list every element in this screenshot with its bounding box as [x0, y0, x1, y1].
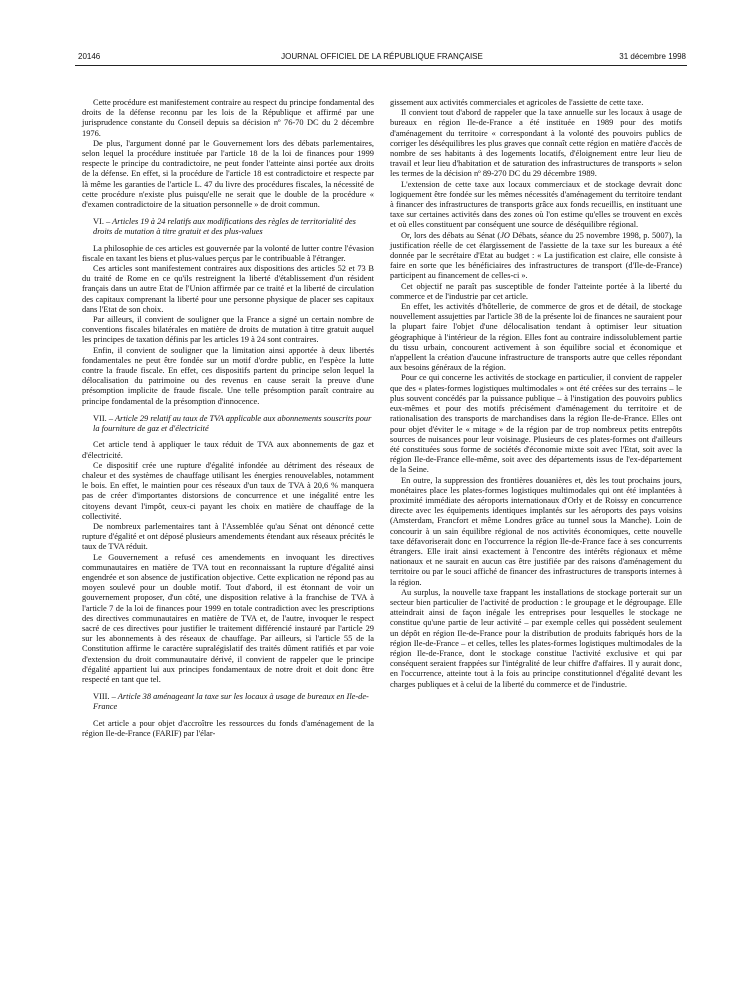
paragraph: La philosophie de ces articles est gouvernée par la volonté de lutter contre l'évasion fiscale en taxant les biens et plus-values perçus par le contribuable à l'étranger.	[82, 243, 374, 263]
paragraph	[390, 231, 682, 282]
paragraph: Cette procédure est manifestement contraire au respect du principe fondamental des droits de la défense reconnu par les lois de la République et affirmé par une jurisprudence constante du Conseil depuis sa décision nº 76-70 DC du 2 décembre 1976.	[82, 98, 374, 138]
paragraph: Le Gouvernement a refusé ces amendements en invoquant les directives communautaires en matière de TVA tout en reconnaissant la rupture d'égalité ainsi engendrée et son absence de justification objective. Cette explication ne répond pas au moyen soulevé pour un double motif. Tout d'abord, il est étonnant de voir un gouvernement proposer, d'un côté, une disposition relative à la franchise de TVA à l'article 7 de la loi de finances pour 1999 en totale contradiction avec les prescriptions des directives communautaires en matière de TVA et, de l'autre, invoquer le respect sacré de ces directives pour justifier le traitement différencié instauré par l'article 29 sur les abonnements à des réseaux de chauffage. Par ailleurs, si l'article 55 de la Constitution affirme le caractère supralégislatif des traités dûment ratifiés et par voie d'extension du droit communautaire dérivé, il convient de rappeler que le principe d'égalité appartient lui aux principes fondamentaux de notre droit et doit donc être respecté en tant que tel.	[82, 552, 374, 684]
paragraph: Pour ce qui concerne les activités de stockage en particulier, il convient de rappeler que des « plates-formes logistiques multimodales » ont été créées sur des terrains – le plus souvent concédés par la puissance publique – à l'instigation des pouvoirs publics eux-mêmes et pour des motifs précisément d'aménagement du territoire et de rationalisation des transports de marchandises dans la région Ile-de-France. Elles ont pour objet d'éviter le « mitage » de la région par de trop nombreux petits entrepôts sources de nuisances pour leur voisinage. Plusieurs de ces plates-formes ont d'ailleurs été constituées sous forme de sociétés d'économie mixte soit avec l'Etat, soit avec la région Ile-de-France elle-même, soit avec des départements issus de l'ex-département de la Seine.	[390, 373, 682, 475]
paragraph: En effet, les activités d'hôtellerie, de commerce de gros et de détail, de stockage nouvellement assujetties par l'article 38 de la présente loi de finances ne sauraient pour la plupart faire l'objet d'une délocalisation tendant à optimiser leur situation géographique à l'intérieur de la région. Elles font au contraire indissolublement partie du tissu urbain, concourent activement à son équilibre social et économique et n'appellent la création d'aucune infrastructure de transports autre que celles répondant aux besoins généraux de la région.	[390, 302, 682, 373]
paragraph: De plus, l'argument donné par le Gouvernement lors des débats parlementaires, selon lequel la procédure instituée par l'article 18 de la loi de finances pour 1999 respecte le principe du contradictoire, ne peut fonder l'atteinte ainsi portée aux droits de la défense. En effet, si la procédure de l'article 18 est contradictoire et respecte par là même les garanties de l'article L. 47 du livre des procédures fiscales, la nécessité de cette procédure n'existe plus puisqu'elle ne serait que le double de la procédure « d'examen contradictoire de la situation personnelle » de droit commun.	[82, 138, 374, 210]
section-title: Articles 19 à 24 relatifs aux modifications des règles de territorialité des droits de mutation à titre gratuit et des plus-values	[93, 217, 356, 237]
paragraph: En outre, la suppression des frontières douanières et, dès les tout prochains jours, monétaires place les plates-formes logistiques multimodales qui ont été implantées à proximité immédiate des aéroports internationaux d'Orly et de Roissy en concurrence directe avec les équipements identiques implantés sur les aéroports des pays voisins (Amsterdam, Francfort et même Londres grâce au tunnel sous la Manche). Loin de concourir à un sain équilibre régional de nos activités économiques, cette nouvelle taxe défavoriserait donc en l'occurrence la région Ile-de-France face à ses concurrents étrangers. Elle irait ainsi exactement à l'encontre des intérêts régionaux et même nationaux et ne saurait en aucun cas être justifiée par des raisons d'aménagement du territoire ou par le souci affiché de financer des infrastructures de transports internes à la région.	[390, 475, 682, 587]
header-rule	[75, 65, 687, 66]
section-number: VI. –	[93, 217, 111, 227]
paragraph: Enfin, il convient de souligner que la limitation ainsi apportée à deux libertés fondamentales ne peut être fondée sur un motif d'ordre public, en l'espèce la lutte contre la fraude fiscale. En effet, ces dispositifs partent du principe selon lequel la délocalisation du patrimoine ou des revenus en cause serait la preuve d'une présomption implicite de fraude fiscale. Une telle présomption paraît contraire au principe fondamental de la présomption d'innocence.	[82, 345, 374, 406]
paragraph: Il convient tout d'abord de rappeler que la taxe annuelle sur les locaux à usage de bureaux en région Ile-de-France a été instituée en 1989 pour des motifs d'aménagement du territoire « correspondant à la volonté des pouvoirs publics de corriger les déséquilibres les plus graves que connaît cette région en matière d'accès de nombre de ses habitants à des logements locatifs, d'éloignement entre leur lieu de travail et leur lieu d'habitation et de saturation des infrastructures de transports » selon les termes de la décision nº 89-270 DC du 29 décembre 1989.	[390, 108, 682, 179]
journal-abbreviation: JO	[500, 230, 510, 240]
paragraph: De nombreux parlementaires tant à l'Assemblée qu'au Sénat ont dénoncé cette rupture d'égalité et ont déposé plusieurs amendements étendant aux réseaux précités le taux de TVA réduit.	[82, 521, 374, 552]
right-column	[390, 98, 682, 690]
section-heading-viii	[82, 692, 374, 712]
left-column	[82, 98, 374, 739]
paragraph: Ce dispositif crée une rupture d'égalité infondée au détriment des réseaux de chaleur et des systèmes de chauffage utilisant les énergies renouvelables, notamment le bois. En effet, le maintien pour ces réseaux d'un taux de TVA à 20,6 % manquera pas de créer d'importantes distorsions de concurrence et une inégalité entre les citoyens devant l'impôt, ceux-ci payant les choix en matière de chauffage de la collectivité.	[82, 460, 374, 521]
paragraph: L'extension de cette taxe aux locaux commerciaux et de stockage devrait donc logiquement être fondée sur les mêmes nécessités d'aménagement du territoire tendant à financer des infrastructures de transports grâce aux fonds recueillis, en instituant une taxe sur certaines activités dans des zones où l'on estime qu'elles se trouvent en excès et où elles constituent par conséquent une source de déséquilibre régional.	[390, 179, 682, 230]
publication-date: 31 décembre 1998	[619, 52, 686, 61]
paragraph: Au surplus, la nouvelle taxe frappant les installations de stockage porterait sur un secteur bien particulier de l'activité de production : le groupage et le dégroupage. Elle atteindrait ainsi de façon inégale les entreprises pour lesquelles le stockage ne constitue qu'une partie de leur activité – par exemple celles qui possèdent seulement un dépôt en région Ile-de-France pour la distribution de produits fabriqués hors de la région Ile-de-France – et celles, telles les plates-formes logistiques multimodales de la région Ile-de-France, dont le stockage constitue l'activité exclusive et qui par conséquent seraient frappées sur l'intégralité de leur chiffre d'affaires. Il y aurait donc, en l'occurrence, atteinte tout à la fois au principe constitutionnel d'égalité devant les charges publiques et à celui de la liberté du commerce et de l'industrie.	[390, 587, 682, 689]
journal-title: JOURNAL OFFICIEL DE LA RÉPUBLIQUE FRANÇAISE	[281, 52, 483, 61]
page-header	[78, 52, 686, 66]
paragraph-continued: gissement aux activités commerciales et agricoles de l'assiette de cette taxe.	[390, 98, 644, 107]
paragraph: Cet objectif ne paraît pas susceptible de fonder l'atteinte portée à la liberté du commerce et de l'industrie par cet article.	[390, 281, 682, 301]
paragraph: Cet article tend à appliquer le taux réduit de TVA aux abonnements de gaz et d'électricité.	[82, 440, 374, 460]
text-run: Débats, séance du 25 novembre 1998, p. 5007), la justification réelle de cet élargissement de l'assiette de la taxe sur les bureaux a été donnée par le secrétaire d'Etat au budget : « La justification est claire, elle consiste à faire en sorte que les bénéficiaires des infrastructures de transport (d'Ile-de-France) participent au financement de celles-ci ».	[390, 230, 682, 281]
section-number: VII. –	[93, 413, 114, 423]
section-title: Article 29 relatif au taux de TVA applicable aux abonnements souscrits pour la fourniture de gaz et d'électricité	[93, 413, 372, 434]
section-number: VIII. –	[93, 692, 116, 702]
text-run: Or, lors des débats au Sénat (	[401, 230, 501, 240]
paragraph: Par ailleurs, il convient de souligner que la France a signé un certain nombre de conventions fiscales bilatérales en matière de droits de mutation à titre gratuit auquel les principes de taxation définis par les articles 19 à 24 sont contraires.	[82, 315, 374, 345]
section-heading-vi	[82, 217, 374, 237]
paragraph: Cet article a pour objet d'accroître les ressources du fonds d'aménagement de la région Ile-de-France (FARIF) par l'élar-	[82, 718, 374, 738]
page-number: 20146	[78, 52, 101, 61]
paragraph: Ces articles sont manifestement contraires aux dispositions des articles 52 et 73 B du traité de Rome en ce qu'ils restreignent la liberté d'établissement d'un résident français dans un autre Etat de l'Union affirmée par ce traité et la liberté de circulation des capitaux comprenant la liberté pour une personne physique de placer ses capitaux dans l'Etat de son choix.	[82, 264, 374, 314]
section-heading-vii	[82, 414, 374, 434]
section-title: Article 38 aménageant la taxe sur les locaux à usage de bureaux en Ile-de-France	[93, 692, 369, 712]
